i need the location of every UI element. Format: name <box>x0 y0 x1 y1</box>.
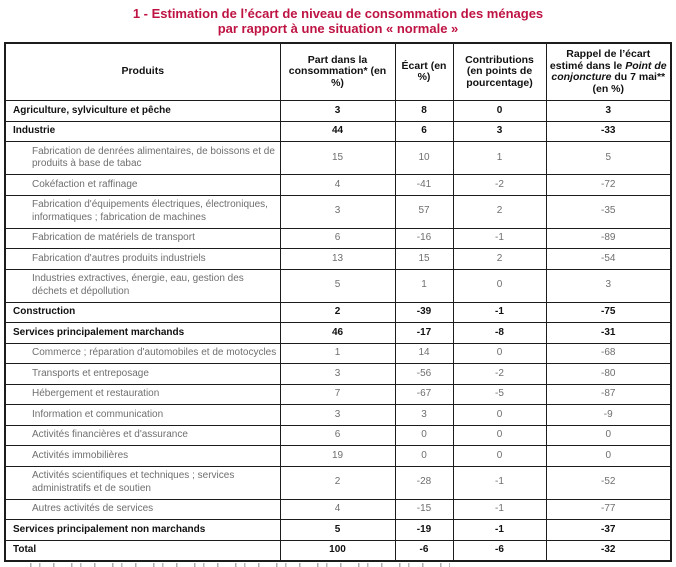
value-cell: 6 <box>280 228 395 249</box>
value-cell: 15 <box>280 142 395 175</box>
value-cell: -68 <box>546 343 671 364</box>
product-label-cell: Total <box>5 540 280 561</box>
value-cell: -31 <box>546 323 671 344</box>
value-cell: 5 <box>280 520 395 541</box>
value-cell: -6 <box>453 540 546 561</box>
column-header-rappel-ecart <box>546 43 671 101</box>
value-cell: 3 <box>395 405 453 426</box>
table-row <box>5 249 671 270</box>
value-cell: -37 <box>546 520 671 541</box>
value-cell: 0 <box>546 446 671 467</box>
table-row <box>5 499 671 520</box>
value-cell: 1 <box>280 343 395 364</box>
value-cell: -56 <box>395 364 453 385</box>
value-cell: 0 <box>453 269 546 302</box>
value-cell: -41 <box>395 175 453 196</box>
product-label-cell: Services principalement marchands <box>5 323 280 344</box>
value-cell: 14 <box>395 343 453 364</box>
value-cell: -15 <box>395 499 453 520</box>
table-row <box>5 228 671 249</box>
title-line-2: par rapport à une situation « normale » <box>217 21 459 36</box>
rappel-header-text-2: du 7 mai** (en %) <box>592 71 666 95</box>
value-cell: 0 <box>453 446 546 467</box>
table-row <box>5 446 671 467</box>
value-cell: 2 <box>280 302 395 323</box>
value-cell: 0 <box>395 425 453 446</box>
table-row <box>5 101 671 122</box>
value-cell: -1 <box>453 228 546 249</box>
value-cell: 46 <box>280 323 395 344</box>
table-title <box>0 0 676 36</box>
value-cell: 0 <box>453 101 546 122</box>
table-row <box>5 195 671 228</box>
table-row <box>5 343 671 364</box>
value-cell: 1 <box>453 142 546 175</box>
value-cell: -54 <box>546 249 671 270</box>
product-label-cell: Cokéfaction et raffinage <box>5 175 280 196</box>
rappel-header-text: Rappel de l’écart estimé dans le <box>549 48 651 72</box>
column-header-contributions: Contributions (en points de pourcentage) <box>453 43 546 101</box>
product-label-cell: Hébergement et restauration <box>5 384 280 405</box>
product-label-cell: Services principalement non marchands <box>5 520 280 541</box>
consumption-estimation-table <box>4 42 672 562</box>
value-cell: 0 <box>546 425 671 446</box>
value-cell: -2 <box>453 364 546 385</box>
product-label-cell: Autres activités de services <box>5 499 280 520</box>
column-header-produits: Produits <box>5 43 280 101</box>
product-label-cell: Industrie <box>5 121 280 142</box>
product-label-cell: Industries extractives, énergie, eau, gestion des déchets et dépollution <box>5 269 280 302</box>
header-row <box>5 43 671 101</box>
value-cell: 2 <box>280 466 395 499</box>
value-cell: -39 <box>395 302 453 323</box>
table-row <box>5 364 671 385</box>
value-cell: -52 <box>546 466 671 499</box>
table-row <box>5 175 671 196</box>
footnote-cutoff-text <box>30 563 450 567</box>
value-cell: 0 <box>453 343 546 364</box>
value-cell: -77 <box>546 499 671 520</box>
value-cell: 4 <box>280 499 395 520</box>
value-cell: 10 <box>395 142 453 175</box>
value-cell: -1 <box>453 520 546 541</box>
value-cell: 8 <box>395 101 453 122</box>
column-header-part-consommation: Part dans la consommation* (en %) <box>280 43 395 101</box>
value-cell: -19 <box>395 520 453 541</box>
value-cell: 1 <box>395 269 453 302</box>
product-label-cell: Fabrication de matériels de transport <box>5 228 280 249</box>
value-cell: 3 <box>280 101 395 122</box>
value-cell: 3 <box>546 101 671 122</box>
table-row <box>5 425 671 446</box>
value-cell: -6 <box>395 540 453 561</box>
rappel-header-italic: Point de conjoncture <box>551 59 667 83</box>
column-header-ecart: Écart (en %) <box>395 43 453 101</box>
value-cell: 4 <box>280 175 395 196</box>
value-cell: -1 <box>453 499 546 520</box>
value-cell: 2 <box>453 195 546 228</box>
value-cell: 57 <box>395 195 453 228</box>
value-cell: 3 <box>453 121 546 142</box>
table-row <box>5 142 671 175</box>
table-body <box>5 101 671 562</box>
value-cell: -9 <box>546 405 671 426</box>
value-cell: -33 <box>546 121 671 142</box>
product-label-cell: Agriculture, sylviculture et pêche <box>5 101 280 122</box>
product-label-cell: Transports et entreposage <box>5 364 280 385</box>
table-row <box>5 384 671 405</box>
table-row <box>5 520 671 541</box>
value-cell: -5 <box>453 384 546 405</box>
table-row <box>5 405 671 426</box>
table-row <box>5 540 671 561</box>
value-cell: -1 <box>453 466 546 499</box>
table-row <box>5 323 671 344</box>
product-label-cell: Fabrication de denrées alimentaires, de boissons et de produits à base de tabac <box>5 142 280 175</box>
value-cell: 0 <box>395 446 453 467</box>
value-cell: 6 <box>280 425 395 446</box>
value-cell: 3 <box>280 405 395 426</box>
value-cell: -80 <box>546 364 671 385</box>
value-cell: -16 <box>395 228 453 249</box>
value-cell: -89 <box>546 228 671 249</box>
table-row <box>5 466 671 499</box>
value-cell: 3 <box>280 364 395 385</box>
product-label-cell: Information et communication <box>5 405 280 426</box>
product-label-cell: Activités financières et d'assurance <box>5 425 280 446</box>
product-label-cell: Activités scientifiques et techniques ; services administratifs et de soutien <box>5 466 280 499</box>
product-label-cell: Commerce ; réparation d'automobiles et de motocycles <box>5 343 280 364</box>
value-cell: -17 <box>395 323 453 344</box>
value-cell: -87 <box>546 384 671 405</box>
value-cell: 100 <box>280 540 395 561</box>
value-cell: 19 <box>280 446 395 467</box>
value-cell: -1 <box>453 302 546 323</box>
value-cell: -2 <box>453 175 546 196</box>
product-label-cell: Activités immobilières <box>5 446 280 467</box>
value-cell: -75 <box>546 302 671 323</box>
product-label-cell: Construction <box>5 302 280 323</box>
value-cell: 5 <box>280 269 395 302</box>
value-cell: 7 <box>280 384 395 405</box>
value-cell: 44 <box>280 121 395 142</box>
value-cell: 3 <box>546 269 671 302</box>
value-cell: -28 <box>395 466 453 499</box>
value-cell: 0 <box>453 425 546 446</box>
value-cell: 13 <box>280 249 395 270</box>
table-row <box>5 121 671 142</box>
product-label-cell: Fabrication d'autres produits industriels <box>5 249 280 270</box>
title-line-1: 1 - Estimation de l’écart de niveau de consommation des ménages <box>132 6 544 21</box>
product-label-cell: Fabrication d'équipements électriques, électroniques, informatiques ; fabrication de machines <box>5 195 280 228</box>
value-cell: 5 <box>546 142 671 175</box>
value-cell: 15 <box>395 249 453 270</box>
value-cell: -72 <box>546 175 671 196</box>
value-cell: -35 <box>546 195 671 228</box>
value-cell: 2 <box>453 249 546 270</box>
value-cell: 6 <box>395 121 453 142</box>
value-cell: -8 <box>453 323 546 344</box>
value-cell: 3 <box>280 195 395 228</box>
value-cell: 0 <box>453 405 546 426</box>
table-row <box>5 302 671 323</box>
value-cell: -67 <box>395 384 453 405</box>
value-cell: -32 <box>546 540 671 561</box>
table-row <box>5 269 671 302</box>
